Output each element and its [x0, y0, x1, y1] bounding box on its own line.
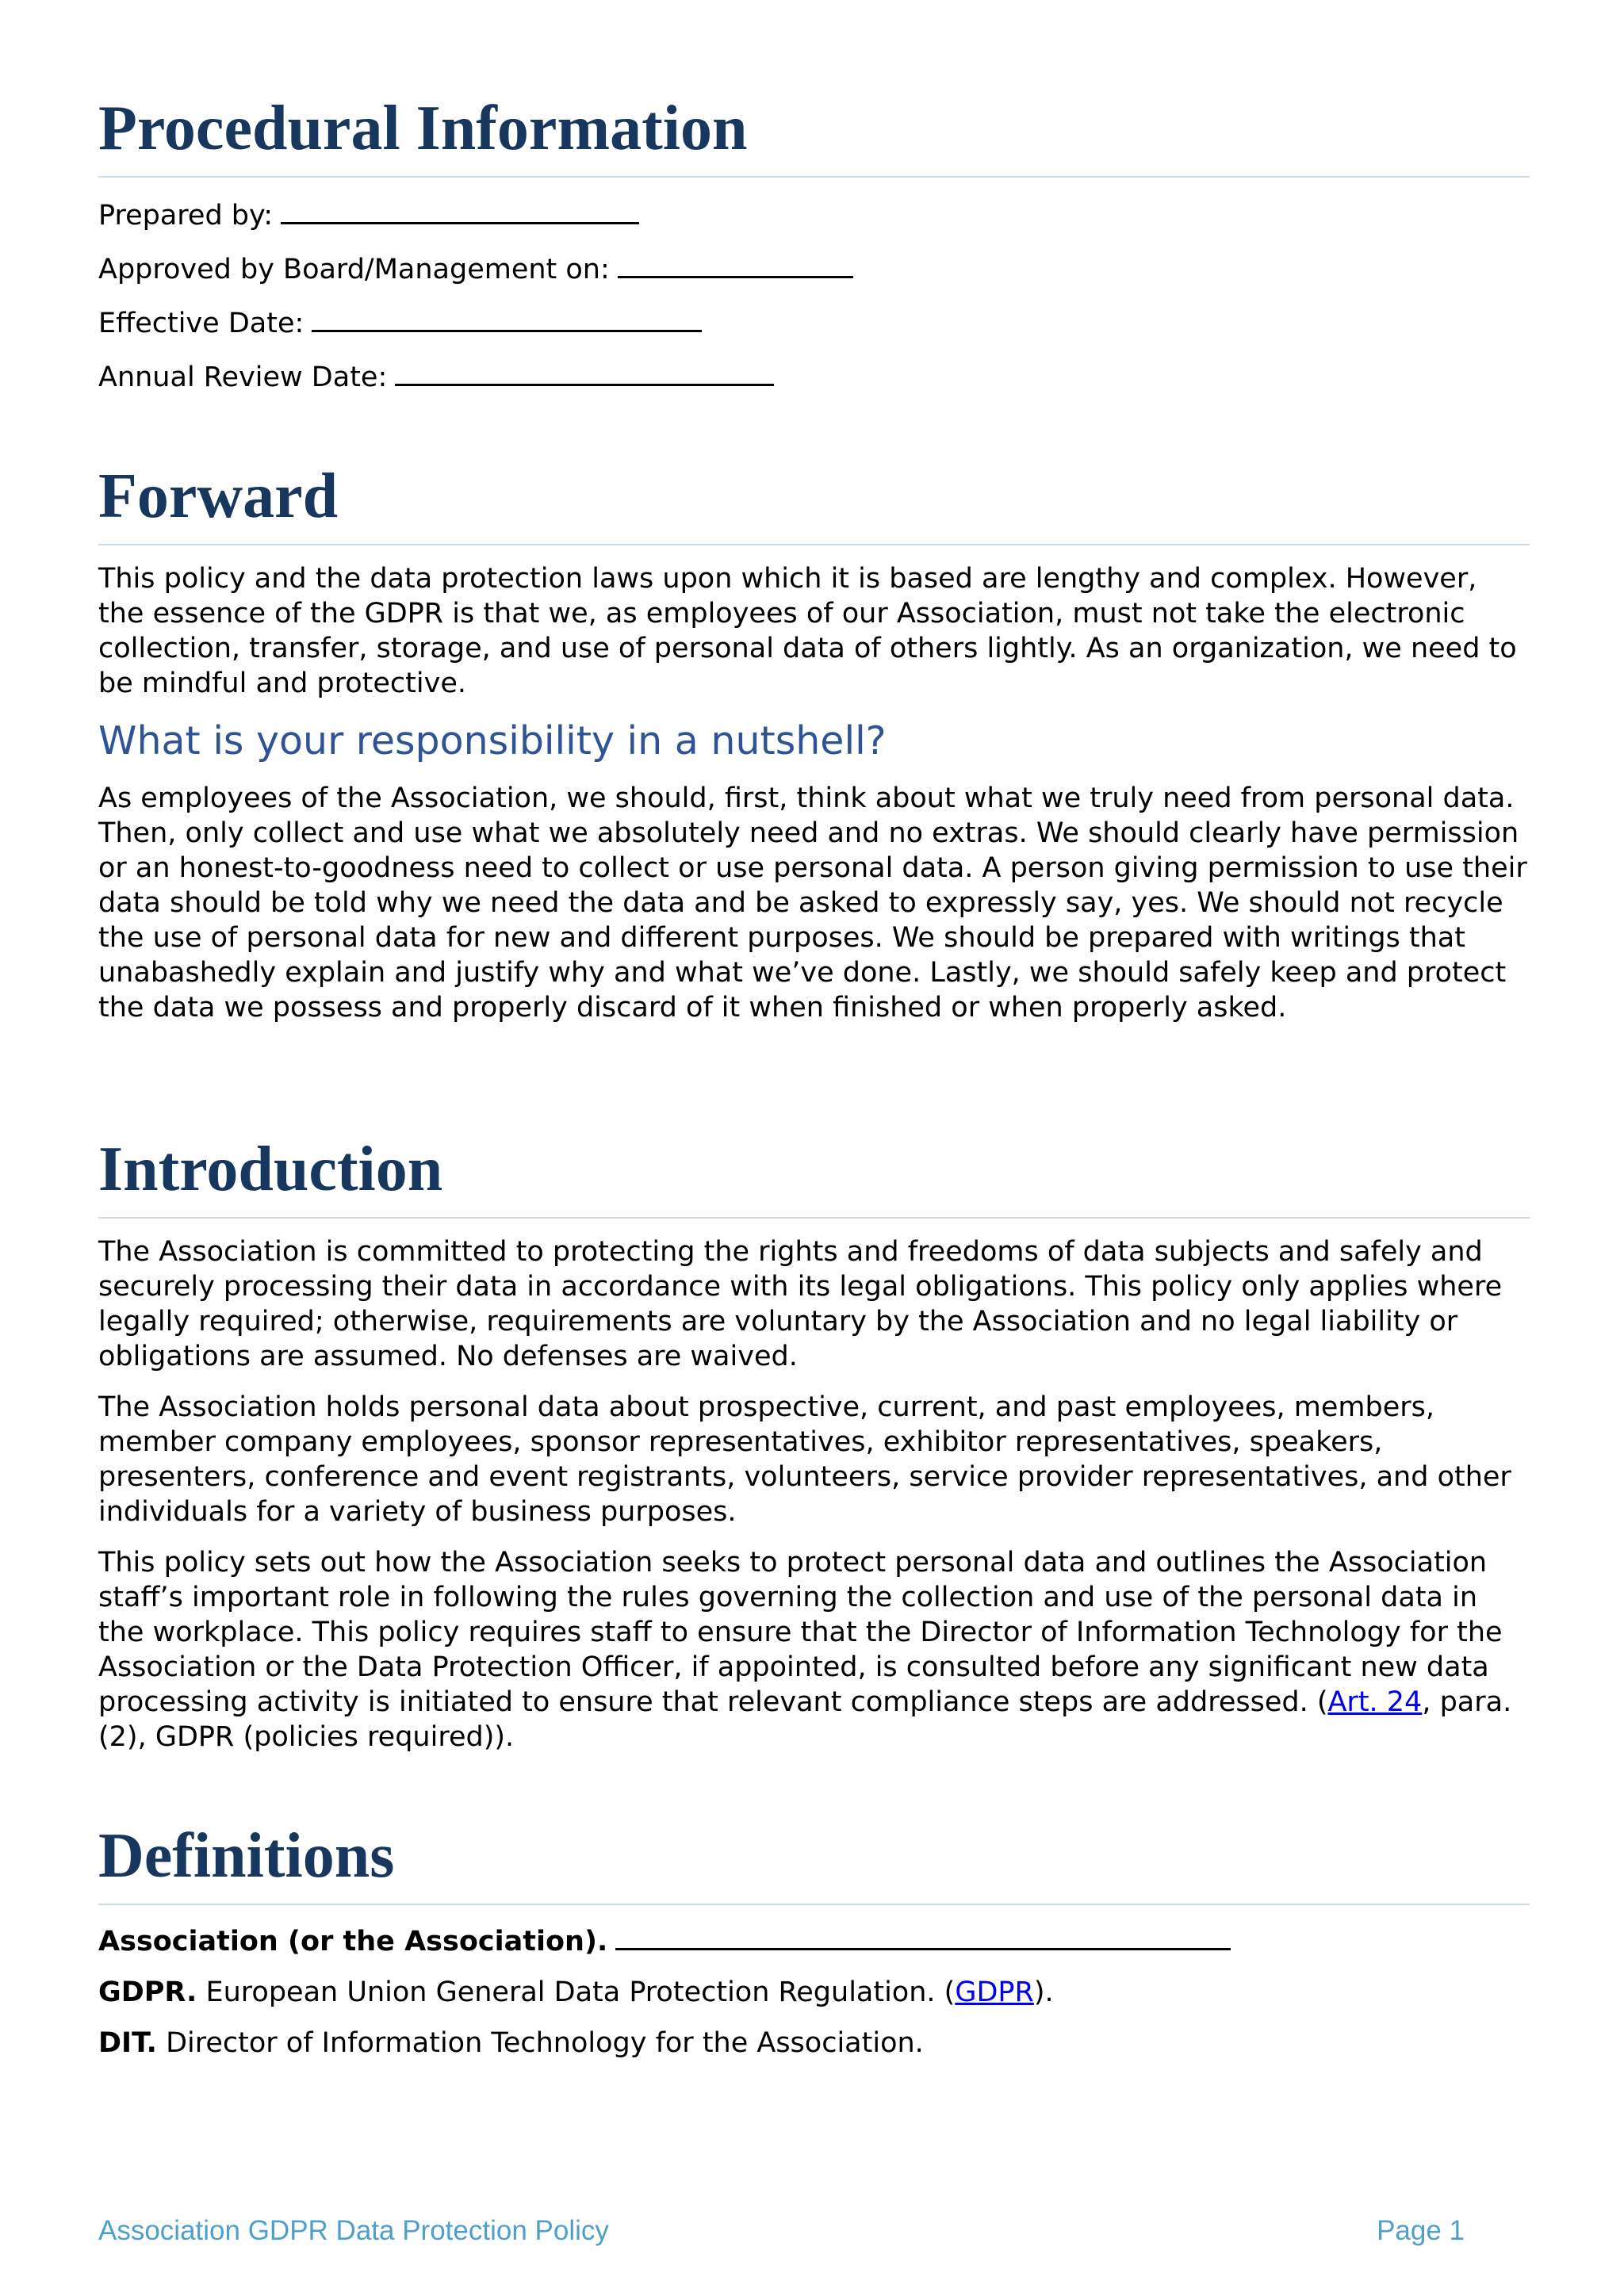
dit-definition: Director of Information Technology for the Association. — [166, 2026, 924, 2059]
effective-date-label: Effective Date: — [98, 308, 304, 339]
association-term: Association (or the Association). — [98, 1925, 608, 1957]
gdpr-link[interactable]: GDPR — [955, 1976, 1034, 2008]
prepared-by-field — [98, 195, 1530, 233]
approved-on-blank[interactable] — [618, 249, 853, 278]
introduction-paragraph-1: The Association is committed to protecting the rights and freedoms of data subjects and safely and securely processing their data in accordance with its legal obligations. This policy only applies where legally required; otherwise, requirements are voluntary by the Association and no legal liability or obligations are assumed. No defenses are waived. — [98, 1235, 1503, 1372]
introduction-p3-tail: , para. (2), GDPR (policies required)). — [98, 1686, 1512, 1753]
approved-on-label: Approved by Board/Management on: — [98, 254, 610, 285]
dit-term: DIT. — [98, 2026, 157, 2059]
annual-review-date-blank[interactable] — [395, 357, 774, 386]
section-definitions — [98, 1821, 1530, 2061]
forward-paragraph: This policy and the data protection laws upon which it is based are lengthy and complex. However, the essence of the GDPR is that we, as employees of our Association, must not take the electronic collection, transfer, storage, and use of personal data of others lightly. As an organization, we need to be mindful and protective. — [98, 563, 1517, 699]
approved-on-field — [98, 249, 1530, 287]
responsibility-subheading: What is your responsibility in a nutshell? — [98, 718, 887, 763]
gdpr-term: GDPR. — [98, 1976, 197, 2008]
definitions-heading: Definitions — [98, 1821, 1530, 1905]
procedural-fields — [98, 195, 1530, 395]
gdpr-definition: European Union General Data Protection Regulation. ( — [205, 1976, 956, 2008]
introduction-paragraph-3 — [98, 1545, 1530, 1755]
section-procedural-information — [98, 94, 1530, 395]
effective-date-blank[interactable] — [312, 303, 702, 332]
responsibility-paragraph: As employees of the Association, we should, first, think about what we truly need from personal data. Then, only collect and use what we absolutely need and no extras. We should clearly have permission or an honest-to-goodness need to collect or use personal data. A person giving permission to use their data should be told why we need the data and be asked to expressly say, yes. We should not recycle the use of personal data for new and different purposes. We should be prepared with writings that unabashedly explain and justify why and what we’ve done. Lastly, we should safely keep and protect the data we possess and properly discard of it when finished or when properly asked. — [98, 782, 1527, 1024]
section-forward — [98, 461, 1530, 1025]
association-name-blank[interactable] — [615, 1921, 1231, 1950]
annual-review-date-field — [98, 357, 1530, 395]
page-footer — [98, 2215, 1465, 2247]
definition-dit — [98, 2026, 1530, 2061]
footer-document-title: Association GDPR Data Protection Policy — [98, 2215, 609, 2246]
definition-gdpr — [98, 1975, 1530, 2010]
art-24-link[interactable]: Art. 24 — [1327, 1686, 1423, 1718]
gdpr-definition-tail: ). — [1033, 1976, 1054, 2008]
prepared-by-blank[interactable] — [281, 195, 639, 224]
procedural-information-heading: Procedural Information — [98, 94, 1530, 178]
footer-page-number: Page 1 — [1377, 2215, 1465, 2246]
forward-heading: Forward — [98, 461, 1530, 545]
introduction-heading: Introduction — [98, 1135, 1530, 1219]
introduction-paragraph-2: The Association holds personal data about prospective, current, and past employees, members, member company employees, sponsor representatives, exhibitor representatives, speakers, presenters, conference and event registrants, volunteers, service provider representatives, and other individuals for a variety of business purposes. — [98, 1391, 1511, 1528]
effective-date-field — [98, 303, 1530, 341]
section-introduction — [98, 1135, 1530, 1755]
prepared-by-label: Prepared by: — [98, 200, 273, 232]
annual-review-date-label: Annual Review Date: — [98, 362, 388, 393]
definition-association — [98, 1921, 1530, 1959]
introduction-p3-text: This policy sets out how the Association seeks to protect personal data and outlines the Association staff’s important role in following the rules governing the collection and use of the personal data in the workplace. This policy requires staff to ensure that the Director of Information Technology for the Association or the Data Protection Officer, if appointed, is consulted before any significant new data processing activity is initiated to ensure that relevant compliance steps are addressed. ( — [98, 1546, 1503, 1718]
